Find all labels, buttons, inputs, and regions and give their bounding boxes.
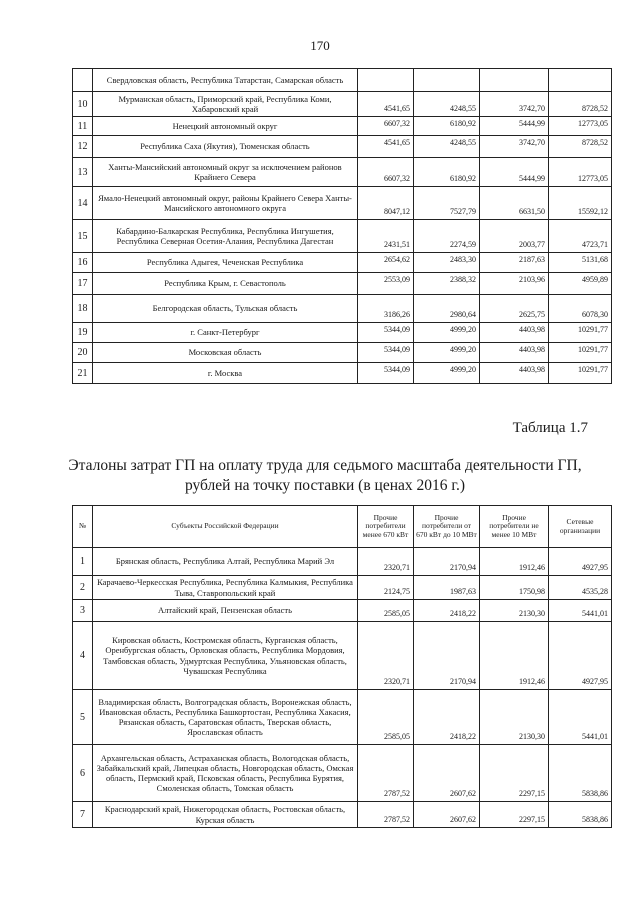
row-value-3: 2103,96 [480, 273, 549, 295]
row-number: 11 [73, 117, 93, 136]
row-value-4: 4723,71 [549, 220, 612, 253]
row-value-1: 2654,62 [358, 253, 414, 273]
row-number: 16 [73, 253, 93, 273]
row-region: Республика Адыгея, Чеченская Республика [93, 253, 358, 273]
row-region: Республика Крым, г. Севастополь [93, 273, 358, 295]
header-num: № [73, 506, 93, 548]
row-region: Владимирская область, Волгоградская область, Воронежская область, Ивановская область, Республика Башкортостан, Республика Хакасия, Рязанская область, Саратовская область, Тверская область, Ярославская область [93, 690, 358, 745]
table-row [73, 69, 612, 92]
row-value-1: 2585,05 [358, 690, 414, 745]
row-value-2: 4999,20 [414, 363, 480, 384]
row-value-4: 8728,52 [549, 92, 612, 117]
row-number: 3 [73, 600, 93, 622]
table-title: Эталоны затрат ГП на оплату труда для седьмого масштаба деятельности ГП, рублей на точку поставки (в ценах 2016 г.) [68, 457, 582, 495]
row-region: Архангельская область, Астраханская область, Вологодская область, Забайкальский край, Липецкая область, Новгородская область, Омская область, Пермский край, Псковская область, Республика Бурятия, Смоленская область, Томская область [93, 745, 358, 802]
row-value-4: 4927,95 [549, 622, 612, 690]
row-value-1: 2787,52 [358, 745, 414, 802]
row-value-2: 2274,59 [414, 220, 480, 253]
table-header-row [73, 506, 612, 548]
table-row [73, 600, 612, 622]
tariff-table-continued [72, 68, 612, 384]
row-value-2: 6180,92 [414, 158, 480, 187]
row-value-3: 4403,98 [480, 343, 549, 363]
table-row [73, 548, 612, 576]
row-value-3: 1750,98 [480, 576, 549, 600]
row-region: Московская область [93, 343, 358, 363]
row-value-1: 3186,26 [358, 295, 414, 323]
row-value-2: 4248,55 [414, 136, 480, 158]
row-number: 14 [73, 187, 93, 220]
row-region: Республика Саха (Якутия), Тюменская область [93, 136, 358, 158]
row-region: Краснодарский край, Нижегородская область, Ростовская область, Курская область [93, 802, 358, 828]
row-value-4: 10291,77 [549, 343, 612, 363]
row-value-4: 5131,68 [549, 253, 612, 273]
row-region: Алтайский край, Пензенская область [93, 600, 358, 622]
table-row [73, 253, 612, 273]
row-value-1: 4541,65 [358, 136, 414, 158]
row-value-3: 5444,99 [480, 117, 549, 136]
row-value-2: 1987,63 [414, 576, 480, 600]
row-value-2: 2170,94 [414, 548, 480, 576]
row-number: 1 [73, 548, 93, 576]
table-row [73, 363, 612, 384]
row-value-1: 5344,09 [358, 343, 414, 363]
table-row [73, 92, 612, 117]
row-value-1: 2320,71 [358, 622, 414, 690]
row-region: Свердловская область, Республика Татарстан, Самарская область [93, 69, 358, 92]
row-number: 17 [73, 273, 93, 295]
row-value-2: 2980,64 [414, 295, 480, 323]
row-region: Брянская область, Республика Алтай, Республика Марий Эл [93, 548, 358, 576]
row-number: 12 [73, 136, 93, 158]
table-row [73, 136, 612, 158]
row-number: 4 [73, 622, 93, 690]
row-value-3: 6631,50 [480, 187, 549, 220]
row-value-2: 2388,32 [414, 273, 480, 295]
row-value-2: 4248,55 [414, 92, 480, 117]
row-value-2: 6180,92 [414, 117, 480, 136]
row-number: 21 [73, 363, 93, 384]
row-region: г. Москва [93, 363, 358, 384]
row-value-3: 2187,63 [480, 253, 549, 273]
row-value-4: 6078,30 [549, 295, 612, 323]
table-row [73, 802, 612, 828]
row-value-1: 6607,32 [358, 158, 414, 187]
row-value-2: 4999,20 [414, 323, 480, 343]
row-value-3: 5444,99 [480, 158, 549, 187]
row-value-3: 3742,70 [480, 136, 549, 158]
header-network-orgs: Сетевые организации [549, 506, 612, 548]
row-value-4: 5441,01 [549, 690, 612, 745]
row-number: 5 [73, 690, 93, 745]
row-number [73, 69, 93, 92]
table-row [73, 273, 612, 295]
header-region: Субъекты Российской Федерации [93, 506, 358, 548]
row-value-3: 3742,70 [480, 92, 549, 117]
row-value-1: 2124,75 [358, 576, 414, 600]
row-region: Кировская область, Костромская область, Курганская область, Оренбургская область, Орловская область, Республика Мордовия, Тамбовская область, Удмуртская Республика, Ульяновская область, Чувашская Республика [93, 622, 358, 690]
row-value-1: 5344,09 [358, 323, 414, 343]
row-value-1: 2585,05 [358, 600, 414, 622]
row-value-2: 2607,62 [414, 745, 480, 802]
row-value-2: 2607,62 [414, 802, 480, 828]
row-value-2 [414, 69, 480, 92]
row-value-4: 5441,01 [549, 600, 612, 622]
row-value-4: 5838,86 [549, 802, 612, 828]
row-value-2: 4999,20 [414, 343, 480, 363]
row-number: 10 [73, 92, 93, 117]
row-value-3: 2130,30 [480, 600, 549, 622]
row-value-3: 2130,30 [480, 690, 549, 745]
row-value-3: 1912,46 [480, 622, 549, 690]
row-value-3: 1912,46 [480, 548, 549, 576]
row-value-3: 2297,15 [480, 745, 549, 802]
row-value-4: 12773,05 [549, 158, 612, 187]
row-value-1 [358, 69, 414, 92]
row-value-1: 2320,71 [358, 548, 414, 576]
table-row [73, 690, 612, 745]
row-value-4: 8728,52 [549, 136, 612, 158]
table-row [73, 745, 612, 802]
table-row [73, 117, 612, 136]
row-value-4: 4959,89 [549, 273, 612, 295]
row-value-3: 4403,98 [480, 323, 549, 343]
row-value-3: 2003,77 [480, 220, 549, 253]
row-region: Мурманская область, Приморский край, Республика Коми, Хабаровский край [93, 92, 358, 117]
row-value-4: 15592,12 [549, 187, 612, 220]
page-number: 170 [310, 38, 330, 53]
row-value-2: 7527,79 [414, 187, 480, 220]
row-value-2: 2418,22 [414, 600, 480, 622]
row-value-1: 5344,09 [358, 363, 414, 384]
row-value-4: 10291,77 [549, 323, 612, 343]
row-number: 7 [73, 802, 93, 828]
header-consumers-small: Прочие потребители менее 670 кВт [358, 506, 414, 548]
row-number: 18 [73, 295, 93, 323]
table-row [73, 343, 612, 363]
row-value-1: 2553,09 [358, 273, 414, 295]
row-number: 2 [73, 576, 93, 600]
row-value-4 [549, 69, 612, 92]
table-row [73, 622, 612, 690]
row-number: 13 [73, 158, 93, 187]
row-region: Ямало-Ненецкий автономный округ, районы Крайнего Севера Ханты-Мансийского автономного округа [93, 187, 358, 220]
row-value-4: 12773,05 [549, 117, 612, 136]
row-number: 15 [73, 220, 93, 253]
tariff-table-1-7 [72, 505, 612, 828]
header-consumers-medium: Прочие потребители от 670 кВт до 10 МВт [414, 506, 480, 548]
table-row [73, 576, 612, 600]
row-value-1: 8047,12 [358, 187, 414, 220]
table-label: Таблица 1.7 [512, 420, 588, 436]
header-consumers-large: Прочие потребители не менее 10 МВт [480, 506, 549, 548]
row-number: 20 [73, 343, 93, 363]
table-row [73, 187, 612, 220]
row-number: 19 [73, 323, 93, 343]
table-row [73, 295, 612, 323]
row-value-3: 2625,75 [480, 295, 549, 323]
row-region: Белгородская область, Тульская область [93, 295, 358, 323]
row-value-2: 2418,22 [414, 690, 480, 745]
row-value-1: 4541,65 [358, 92, 414, 117]
table-row [73, 323, 612, 343]
row-value-1: 6607,32 [358, 117, 414, 136]
row-region: г. Санкт-Петербург [93, 323, 358, 343]
row-value-2: 2483,30 [414, 253, 480, 273]
row-value-4: 5838,86 [549, 745, 612, 802]
row-region: Кабардино-Балкарская Республика, Республика Ингушетия, Республика Северная Осетия-Алания, Республика Дагестан [93, 220, 358, 253]
row-value-1: 2431,51 [358, 220, 414, 253]
row-value-3: 4403,98 [480, 363, 549, 384]
row-value-3 [480, 69, 549, 92]
row-value-4: 4927,95 [549, 548, 612, 576]
row-value-2: 2170,94 [414, 622, 480, 690]
row-value-3: 2297,15 [480, 802, 549, 828]
row-region: Карачаево-Черкесская Республика, Республика Калмыкия, Республика Тыва, Ставропольский край [93, 576, 358, 600]
row-number: 6 [73, 745, 93, 802]
row-value-1: 2787,52 [358, 802, 414, 828]
row-region: Ненецкий автономный округ [93, 117, 358, 136]
table-row [73, 220, 612, 253]
row-region: Ханты-Мансийский автономный округ за исключением районов Крайнего Севера [93, 158, 358, 187]
table-row [73, 158, 612, 187]
row-value-4: 10291,77 [549, 363, 612, 384]
row-value-4: 4535,28 [549, 576, 612, 600]
